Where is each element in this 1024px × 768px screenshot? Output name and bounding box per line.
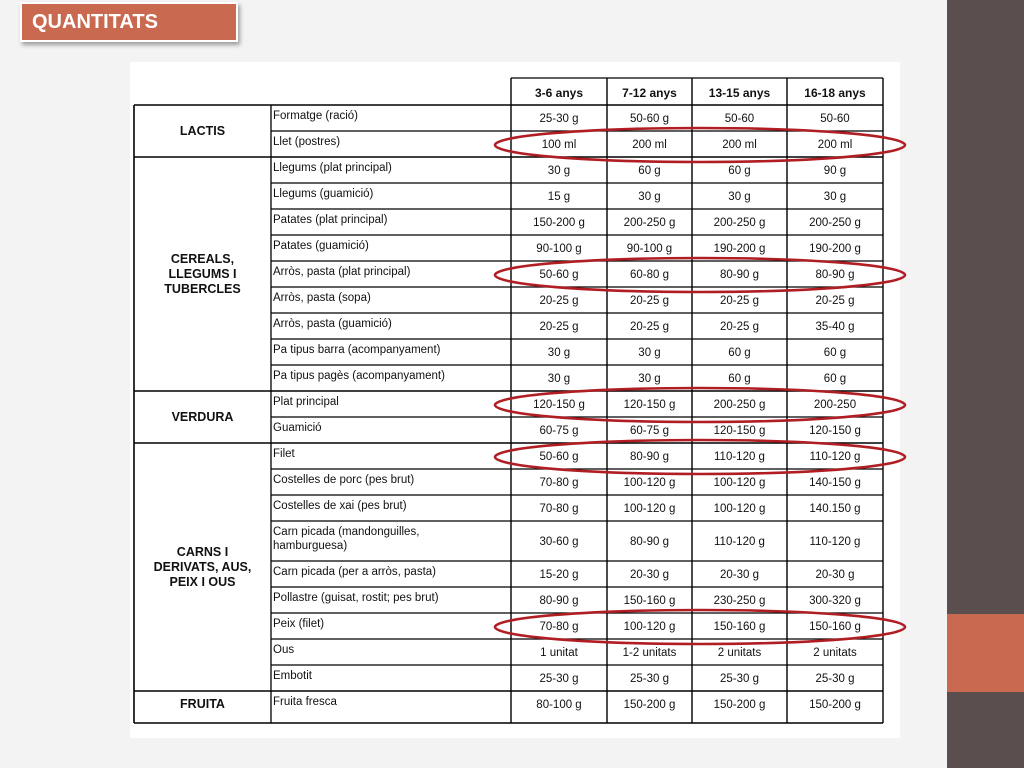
food-name: Arròs, pasta (plat principal) (273, 266, 411, 278)
quantity-cell: 150-200 g (809, 699, 861, 711)
food-name: Peix (filet) (273, 618, 325, 630)
quantity-cell: 15 g (547, 191, 571, 203)
quantity-cell: 100-120 g (623, 477, 676, 489)
group-label: DERIVATS, AUS, (153, 560, 252, 574)
food-name: Pollastre (guisat, rostit; pes brut) (273, 592, 439, 604)
group-label: LACTIS (179, 124, 226, 138)
quantity-cell: 150-160 g (713, 621, 766, 633)
group-label: VERDURA (171, 410, 234, 424)
quantity-cell: 120-150 g (809, 425, 861, 437)
food-name: hamburguesa) (273, 540, 348, 552)
group-label: PEIX I OUS (169, 575, 236, 589)
quantity-cell: 20-25 g (539, 295, 579, 307)
food-name: Carn picada (mandonguilles, (273, 526, 420, 538)
quantity-cell: 200-250 g (809, 217, 861, 229)
quantity-cell: 60 g (823, 347, 847, 359)
quantity-cell: 1-2 unitats (622, 647, 677, 659)
quantity-cell: 140-150 g (809, 477, 861, 489)
quantity-cell: 50-60 g (539, 451, 579, 463)
quantity-cell: 15-20 g (539, 569, 579, 581)
quantity-cell: 200 ml (817, 139, 853, 151)
quantity-cell: 100 ml (541, 139, 577, 151)
quantity-cell: 20-25 g (629, 295, 670, 307)
quantity-cell: 300-320 g (809, 595, 861, 607)
quantity-cell: 60 g (728, 165, 751, 177)
quantity-cell: 60 g (728, 347, 751, 359)
quantity-cell: 2 unitats (813, 647, 857, 659)
food-name: Pa tipus pagès (acompanyament) (273, 370, 445, 382)
quantity-cell: 30 g (547, 373, 571, 385)
quantity-cell: 90-100 g (536, 243, 582, 255)
quantity-cell: 80-90 g (629, 451, 670, 463)
food-name: Llegums (plat principal) (273, 162, 392, 174)
group-label: TUBERCLES (164, 282, 241, 296)
quantity-cell: 200-250 g (713, 399, 766, 411)
food-name: Guamició (273, 422, 322, 434)
quantity-cell: 25-30 g (629, 673, 670, 685)
food-name: Plat principal (273, 396, 339, 408)
quantity-cell: 80-100 g (536, 699, 582, 711)
quantity-cell: 50-60 g (539, 269, 579, 281)
quantity-cell: 70-80 g (539, 503, 579, 515)
quantity-cell: 20-30 g (815, 569, 855, 581)
quantity-cell: 80-90 g (629, 536, 670, 548)
food-name: Arròs, pasta (sopa) (273, 292, 371, 304)
food-name: Patates (plat principal) (273, 214, 388, 226)
food-name: Arròs, pasta (guamició) (273, 318, 392, 330)
food-name: Ous (273, 644, 295, 656)
quantity-cell: 80-90 g (539, 595, 579, 607)
quantity-cell: 150-200 g (623, 699, 676, 711)
quantity-cell: 20-30 g (719, 569, 760, 581)
quantity-cell: 30 g (638, 373, 661, 385)
quantity-cell: 1 unitat (540, 647, 578, 659)
quantity-cell: 60 g (638, 165, 661, 177)
quantity-cell: 30 g (547, 347, 571, 359)
quantity-cell: 2 unitats (717, 647, 762, 659)
quantity-cell: 30 g (638, 347, 661, 359)
quantity-cell: 150-160 g (809, 621, 861, 633)
quantity-cell: 70-80 g (539, 477, 579, 489)
group-label: CARNS I (176, 545, 229, 559)
column-header: 13-15 anys (708, 86, 771, 100)
quantity-cell: 190-200 g (713, 243, 766, 255)
quantity-cell: 150-200 g (533, 217, 585, 229)
quantity-cell: 30 g (638, 191, 661, 203)
quantity-cell: 20-25 g (719, 295, 760, 307)
quantity-cell: 25-30 g (539, 673, 579, 685)
column-header: 3-6 anys (534, 86, 584, 100)
food-name: Fruita fresca (273, 696, 337, 708)
group-label: FRUITA (180, 697, 225, 711)
quantity-cell: 90-100 g (626, 243, 673, 255)
quantity-cell: 50-60 g (629, 113, 670, 125)
quantity-cell: 20-30 g (629, 569, 670, 581)
food-name: Costelles de xai (pes brut) (273, 500, 407, 512)
quantity-cell: 200-250 (813, 399, 857, 411)
quantity-cell: 25-30 g (719, 673, 760, 685)
quantity-cell: 200 ml (722, 139, 757, 151)
quantity-cell: 30 g (547, 165, 571, 177)
quantity-cell: 20-25 g (629, 321, 670, 333)
quantity-cell: 100-120 g (713, 503, 766, 515)
quantity-cell: 60-75 g (629, 425, 670, 437)
quantity-cell: 200-250 g (623, 217, 676, 229)
food-name: Filet (273, 448, 295, 460)
quantity-cell: 50-60 (820, 113, 850, 125)
quantity-cell: 80-90 g (815, 269, 855, 281)
quantity-cell: 20-25 g (719, 321, 760, 333)
quantity-cell: 150-200 g (713, 699, 766, 711)
quantity-cell: 60-80 g (629, 269, 670, 281)
quantity-cell: 200-250 g (713, 217, 766, 229)
quantity-cell: 120-150 g (533, 399, 585, 411)
quantity-cell: 30 g (728, 191, 751, 203)
quantity-cell: 110-120 g (809, 536, 861, 548)
quantity-cell: 30 g (823, 191, 847, 203)
quantity-cell: 70-80 g (539, 621, 579, 633)
quantity-cell: 120-150 g (713, 425, 766, 437)
food-name: Costelles de porc (pes brut) (273, 474, 415, 486)
group-label: CEREALS, (170, 252, 235, 266)
quantity-cell: 80-90 g (719, 269, 760, 281)
quantity-cell: 25-30 g (539, 113, 579, 125)
quantity-cell: 20-25 g (815, 295, 855, 307)
group-label: LLEGUMS I (168, 267, 237, 281)
quantity-cell: 60-75 g (539, 425, 579, 437)
quantity-cell: 25-30 g (815, 673, 855, 685)
quantity-cell: 100-120 g (623, 503, 676, 515)
quantity-cell: 35-40 g (815, 321, 855, 333)
quantity-cell: 60 g (728, 373, 751, 385)
quantity-cell: 110-120 g (714, 536, 765, 548)
quantity-cell: 120-150 g (623, 399, 676, 411)
quantity-cell: 190-200 g (809, 243, 861, 255)
food-name: Carn picada (per a arròs, pasta) (273, 566, 436, 578)
column-header: 16-18 anys (804, 86, 866, 100)
food-name: Llet (postres) (273, 136, 341, 148)
column-header: 7-12 anys (622, 86, 677, 100)
quantity-cell: 60 g (823, 373, 847, 385)
quantity-cell: 50-60 (724, 113, 755, 125)
quantity-cell: 150-160 g (623, 595, 676, 607)
quantity-cell: 100-120 g (623, 621, 676, 633)
quantity-cell: 200 ml (632, 139, 667, 151)
food-name: Formatge (ració) (273, 110, 358, 122)
quantity-cell: 30-60 g (539, 536, 579, 548)
food-name: Pa tipus barra (acompanyament) (273, 344, 441, 356)
quantity-cell: 230-250 g (713, 595, 766, 607)
food-name: Patates (guamició) (273, 240, 369, 252)
quantity-cell: 140.150 g (809, 503, 861, 515)
quantity-cell: 110-120 g (714, 451, 765, 463)
quantity-cell: 100-120 g (713, 477, 766, 489)
food-name: Llegums (guamició) (273, 188, 374, 200)
quantity-cell: 20-25 g (539, 321, 579, 333)
food-name: Embotit (273, 670, 312, 682)
quantity-cell: 90 g (823, 165, 847, 177)
slide-title: QUANTITATS (20, 2, 238, 42)
quantity-cell: 110-120 g (809, 451, 861, 463)
